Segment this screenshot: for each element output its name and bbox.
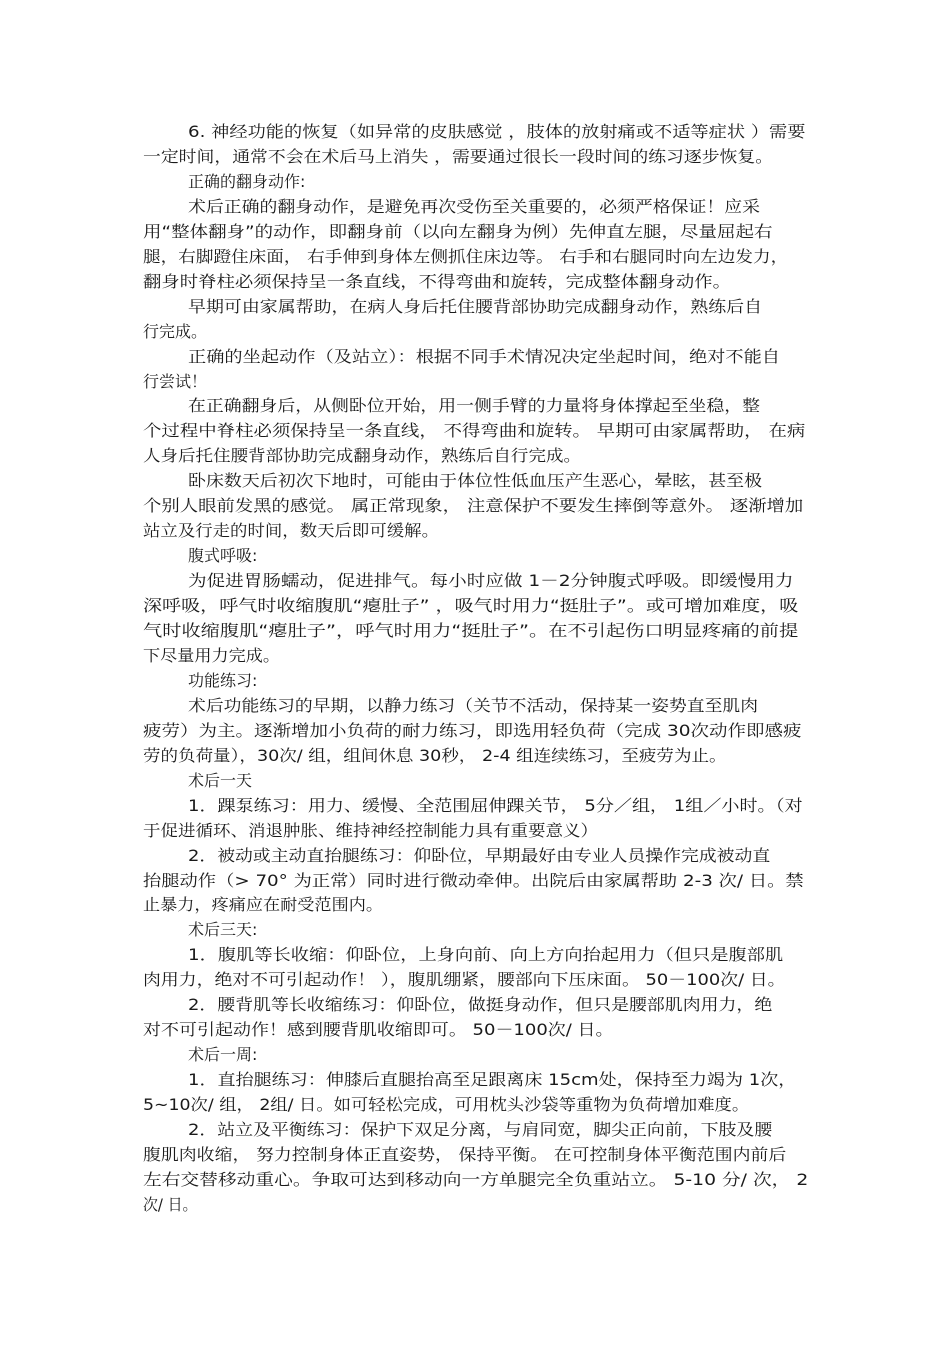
text-line: 术后一周: (188, 1045, 258, 1064)
text-line: 用“整体翻身”的动作，即翻身前（以向左翻身为例）先伸直左腿，尽量屈起右 (143, 222, 773, 241)
text-line: 于促进循环、消退肿胀、维持神经控制能力具有重要意义） (143, 821, 599, 840)
text-line: 站立及行走的时间，数天后即可缓解。 (143, 521, 440, 540)
text-line: 腹式呼吸: (188, 546, 258, 565)
text-line: 1．踝泵练习：用力、缓慢、全范围屈伸踝关节， 5分／组， 1组／小时。（对 (188, 796, 803, 815)
text-line: 下尽量用力完成。 (143, 646, 281, 665)
text-line: 功能练习: (188, 671, 258, 690)
text-line: 个过程中脊柱必须保持呈一条直线， 不得弯曲和旋转。 早期可由家属帮助， 在病 (143, 421, 806, 440)
text-line: 为促进胃肠蠕动，促进排气。每小时应做 1－2分钟腹式呼吸。即缓慢用力 (188, 571, 794, 590)
text-line: 术后三天: (188, 920, 258, 939)
text-line: 2．腰背肌等长收缩练习：仰卧位，做挺身动作，但只是腰部肌肉用力，绝 (188, 995, 773, 1014)
text-line: 对不可引起动作！感到腰背肌收缩即可。 50－100次/ 日。 (143, 1020, 614, 1039)
text-line: 卧床数天后初次下地时，可能由于体位性低血压产生恶心，晕眩，甚至极 (188, 471, 763, 490)
text-line: 人身后托住腰背部协助完成翻身动作，熟练后自行完成。 (143, 446, 582, 465)
text-line: 深呼吸，呼气时收缩腹肌“瘪肚子” ，吸气时用力“挺肚子”。或可增加难度，吸 (143, 596, 799, 615)
text-line: 行尝试！ (143, 372, 208, 391)
text-line: 抬腿动作（> 70° 为正常）同时进行微动牵伸。出院后由家属帮助 2-3 次/ 日。禁 (143, 871, 804, 890)
text-line: 6. 神经功能的恢复（如异常的皮肤感觉 ，肢体的放射痛或不适等症状 ）需要 (188, 122, 806, 141)
text-line: 左右交替移动重心。争取可达到移动向一方单腿完全负重站立。 5-10 分/ 次， 2 (143, 1170, 809, 1189)
text-line: 肉用力，绝对不可引起动作！ ），腹肌绷紧，腰部向下压床面。 50－100次/ 日。 (143, 970, 786, 989)
text-line: 1．直抬腿练习：伸膝后直腿抬高至足跟离床 15cm处，保持至力竭为 1次， (188, 1070, 797, 1089)
text-line: 个别人眼前发黑的感觉。 属正常现象， 注意保护不要发生摔倒等意外。 逐渐增加 (143, 496, 804, 515)
text-line: 正确的翻身动作: (188, 172, 306, 191)
text-line: 2．被动或主动直抬腿练习：仰卧位，早期最好由专业人员操作完成被动直 (188, 846, 771, 865)
text-line: 气时收缩腹肌“瘪肚子”，呼气时用力“挺肚子”。在不引起伤口明显疼痛的前提 (143, 621, 799, 640)
text-line: 5~10次/ 组， 2组/ 日。如可轻松完成，可用枕头沙袋等重物为负荷增加难度。 (143, 1095, 750, 1114)
text-line: 1．腹肌等长收缩：仰卧位，上身向前、向上方向抬起用力（但只是腹部肌 (188, 945, 784, 964)
text-line: 早期可由家属帮助，在病人身后托住腰背部协助完成翻身动作，熟练后自 (188, 297, 763, 316)
text-line: 正确的坐起动作（及站立）：根据不同手术情况决定坐起时间，绝对不能自 (188, 347, 781, 366)
text-line: 2．站立及平衡练习：保护下双足分离，与肩同宽，脚尖正向前，下肢及腰 (188, 1120, 773, 1139)
text-line: 行完成。 (143, 322, 208, 341)
text-line: 次/ 日。 (143, 1195, 198, 1214)
text-line: 一定时间，通常不会在术后马上消失 ，需要通过很长一段时间的练习逐步恢复。 (143, 147, 774, 166)
text-line: 术后正确的翻身动作，是避免再次受伤至关重要的，必须严格保证！应采 (188, 197, 761, 216)
text-line: 翻身时脊柱必须保持呈一条直线，不得弯曲和旋转，完成整体翻身动作。 (143, 272, 731, 291)
text-line: 在正确翻身后，从侧卧位开始，用一侧手臂的力量将身体撑起至坐稳，整 (188, 396, 761, 415)
text-line: 止暴力，疼痛应在耐受范围内。 (143, 895, 384, 914)
text-line: 术后一天 (188, 771, 253, 790)
text-line: 腿，右脚蹬住床面， 右手伸到身体左侧抓住床边等。 右手和右腿同时向左边发力， (143, 247, 789, 266)
text-line: 腹肌肉收缩， 努力控制身体正直姿势， 保持平衡。 在可控制身体平衡范围内前后 (143, 1145, 787, 1164)
text-line: 疲劳）为主。逐渐增加小负荷的耐力练习，即选用轻负荷（完成 30次动作即感疲 (143, 721, 802, 740)
text-line: 术后功能练习的早期，以静力练习（关节不活动，保持某一姿势直至肌肉 (188, 696, 759, 715)
text-line: 劳的负荷量），30次/ 组，组间休息 30秒， 2-4 组连续练习，至疲劳为止。 (143, 746, 727, 765)
